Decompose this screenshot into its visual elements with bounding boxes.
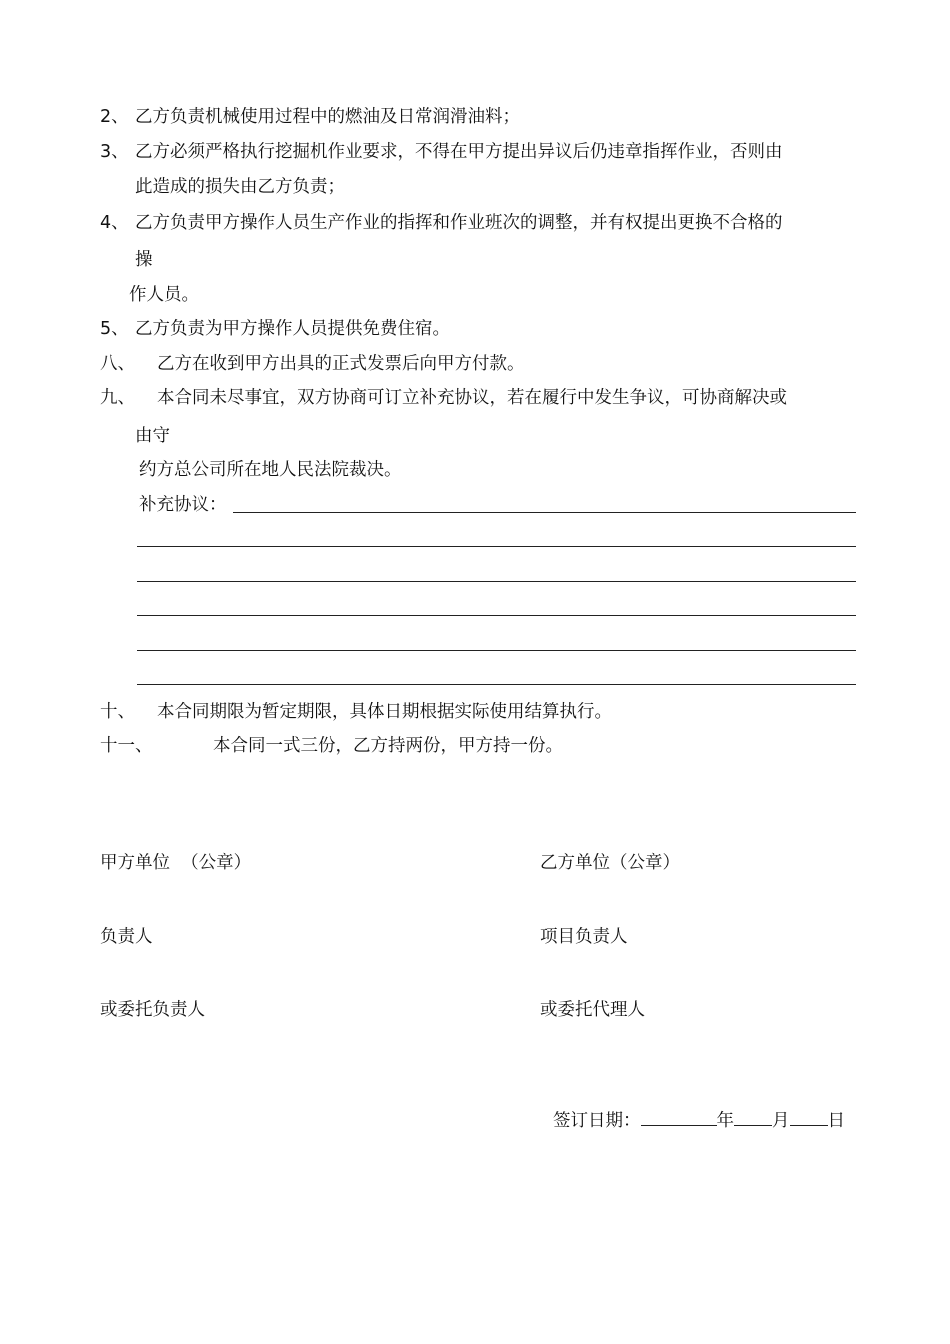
section-8-text: 乙方在收到甲方出具的正式发票后向甲方付款。 [157,354,525,374]
clause-4-text-line-1: 乙方负责甲方操作人员生产作业的指挥和作业班次的调整，并有权提出更换不合格的 [135,213,783,233]
clause-3-text-line-1: 乙方必须严格执行挖掘机作业要求，不得在甲方提出异议后仍违章指挥作业，否则由 [135,142,783,162]
clause-5-number: 5、 [100,319,129,339]
clause-5-text: 乙方负责为甲方操作人员提供免费住宿。 [135,319,450,339]
section-11-number: 十一、 [100,736,153,756]
supplement-line-3 [137,581,856,582]
supplement-line-5 [137,650,856,651]
section-10-number: 十、 [100,702,135,722]
party-a-unit-label: 甲方单位 （公章） [100,853,252,873]
signing-date [553,1109,845,1132]
clause-2-number: 2、 [100,107,129,127]
clause-2-text: 乙方负责机械使用过程中的燃油及日常润滑油料； [135,107,520,127]
supplement-line-1 [233,512,856,513]
party-a-person-label: 负责人 [100,927,153,947]
section-9-text-line-2: 由守 [135,426,170,446]
supplement-line-6 [137,684,856,685]
year-label: 年 [716,1111,734,1131]
party-b-person-label: 项目负责人 [540,927,628,947]
section-10-text: 本合同期限为暂定期限，具体日期根据实际使用结算执行。 [157,702,612,722]
clause-4-number: 4、 [100,213,129,233]
party-b-delegate-label: 或委托代理人 [540,1000,645,1020]
clause-4-text-line-3: 作人员。 [129,285,199,305]
year-blank [641,1109,717,1126]
section-9-text-line-1: 本合同未尽事宜，双方协商可订立补充协议，若在履行中发生争议，可协商解决或 [157,388,787,408]
clause-3-text-line-2: 此造成的损失由乙方负责； [135,177,345,197]
clause-4-text-line-2: 操 [135,250,153,270]
party-a-delegate-label: 或委托负责人 [100,1000,205,1020]
section-8-number: 八、 [100,354,135,374]
section-11-text: 本合同一式三份，乙方持两份，甲方持一份。 [213,736,563,756]
day-blank [790,1109,828,1126]
supplement-line-4 [137,615,856,616]
month-label: 月 [772,1111,790,1131]
day-label: 日 [827,1111,845,1131]
signing-date-label: 签订日期： [553,1111,641,1131]
section-9-text-line-3: 约方总公司所在地人民法院裁决。 [139,460,402,480]
clause-3-number: 3、 [100,142,129,162]
supplement-label: 补充协议： [139,495,227,515]
supplement-line-2 [137,546,856,547]
section-9-number: 九、 [100,388,135,408]
party-b-unit-label: 乙方单位（公章） [540,853,680,873]
month-blank [734,1109,772,1126]
